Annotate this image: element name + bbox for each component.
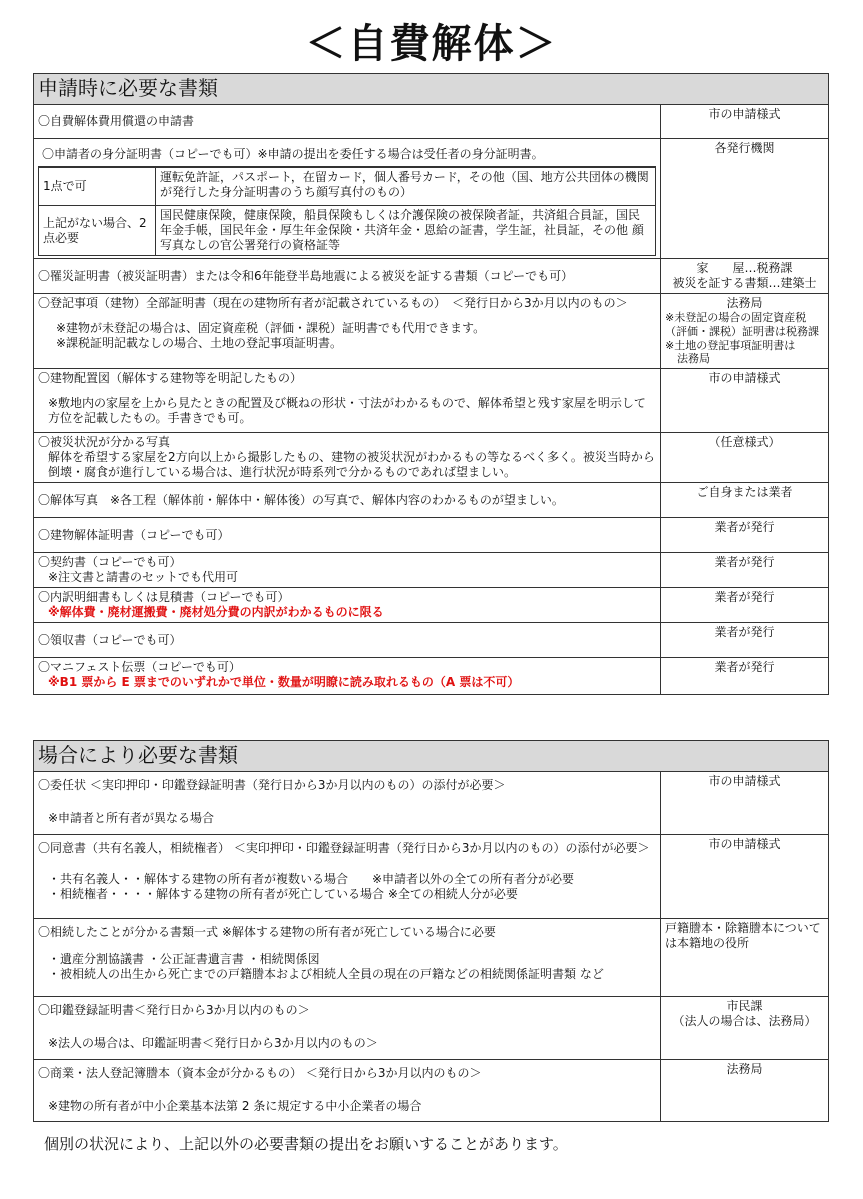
doc-warning: ※解体費・廃材運搬費・廃材処分費の内訳がわかるものに限る (48, 605, 384, 619)
doc-item (34, 997, 661, 1060)
doc-item: 〇自費解体費用償還の申請書 (34, 105, 661, 139)
doc-item-title: 〇印鑑登録証明書＜発行日から3か月以内のもの＞ (38, 1003, 310, 1017)
issuer: 戸籍謄本・除籍謄本については本籍地の役所 (661, 919, 829, 997)
doc-item-title: 〇被災状況が分かる写真 (38, 435, 171, 449)
doc-note: ※法人の場合は、印鑑証明書＜発行日から3か月以内のもの＞ (48, 1036, 378, 1050)
sub-label: 1点で可 (39, 168, 156, 206)
doc-item (34, 1060, 661, 1122)
issuer: 市の申請様式 (661, 369, 829, 433)
issuer-line: 被災を証する書類…建築士 (672, 276, 817, 290)
doc-item-title: 〇登記事項（建物）全部証明書（現在の建物所有者が記載されているもの） ＜発行日から3か月以内のもの＞ (38, 296, 628, 310)
doc-note: ・遺産分割協議書 ・公正証書遺言書 ・相続関係図 (48, 952, 320, 966)
doc-item-title: 〇委任状 ＜実印押印・印鑑登録証明書（発行日から3か月以内のもの）の添付が必要＞ (38, 778, 506, 792)
issuer: 市の申請様式 (661, 105, 829, 139)
doc-item: 〇罹災証明書（被災証明書）または令和6年能登半島地震による被災を証する書類（コピーでも可） (34, 259, 661, 294)
doc-item-title: 〇マニフェスト伝票（コピーでも可） (38, 660, 241, 674)
doc-item-title: 〇内訳明細書もしくは見積書（コピーでも可） (38, 590, 290, 604)
sub-text: 運転免許証，パスポート，在留カード，個人番号カード，その他（国、地方公共団体の機関が発行した身分証明書のうち顔写真付のもの） (156, 168, 656, 206)
issuer-line: （法人の場合は、法務局） (672, 1014, 817, 1028)
doc-item (34, 588, 661, 623)
doc-item: 〇解体写真 ※各工程（解体前・解体中・解体後）の写真で、解体内容のわかるものが望ましい。 (34, 483, 661, 518)
doc-item (34, 658, 661, 695)
doc-item (34, 772, 661, 835)
doc-item (34, 369, 661, 433)
doc-item: 〇領収書（コピーでも可） (34, 623, 661, 658)
section-heading: 場合により必要な書類 (34, 741, 829, 772)
conditional-documents-table (33, 740, 829, 1122)
doc-note: ※申請者と所有者が異なる場合 (48, 811, 215, 825)
doc-note: 解体を希望する家屋を2方向以上から撮影したもの、建物の被災状況がわかるもの等なるべく多く。被災当時から倒壊・腐食が進行している場合は、進行状況が時系列で分かるものであれば望ましい。 (48, 450, 655, 479)
issuer: 業者が発行 (661, 553, 829, 588)
doc-item-title: 〇商業・法人登記簿謄本（資本金が分かるもの） ＜発行日から3か月以内のもの＞ (38, 1066, 482, 1080)
id-subtable (38, 167, 656, 256)
issuer-line: ※未登記の場合の固定資産税（評価・課税）証明書は税務課 (665, 311, 819, 338)
footer-note: 個別の状況により、上記以外の必要書類の提出をお願いすることがあります。 (44, 1135, 568, 1153)
doc-item (34, 433, 661, 483)
doc-note: ・被相続人の出生から死亡までの戸籍謄本および相続人全員の現在の戸籍などの相続関係証明書類 など (48, 967, 604, 981)
issuer (661, 294, 829, 369)
doc-item (34, 835, 661, 919)
issuer: 業者が発行 (661, 623, 829, 658)
doc-note: ・相続権者・・・・解体する建物の所有者が死亡している場合 ※全ての相続人分が必要 (48, 887, 518, 901)
issuer: 市の申請様式 (661, 835, 829, 919)
doc-note: ※敷地内の家屋を上から見たときの配置及び概ねの形状・寸法がわかるもので、解体希望と残す家屋を明示して方位を記載したもの。手書きでも可。 (48, 396, 646, 425)
doc-note: ※建物が未登記の場合は、固定資産税（評価・課税）証明書でも代用できます。 (56, 321, 486, 335)
issuer-line: 市民課 (726, 999, 763, 1013)
issuer: 業者が発行 (661, 658, 829, 695)
issuer: 市の申請様式 (661, 772, 829, 835)
section-heading: 申請時に必要な書類 (34, 74, 829, 105)
issuer (661, 997, 829, 1060)
issuer: 法務局 (661, 1060, 829, 1122)
page-title: ＜自費解体＞ (305, 21, 558, 67)
doc-item-title: 〇建物配置図（解体する建物等を明記したもの） (38, 371, 303, 385)
issuer-line: 家 屋…税務課 (696, 261, 793, 275)
doc-note: ※注文書と請書のセットでも代用可 (48, 570, 239, 584)
doc-item: 〇建物解体証明書（コピーでも可） (34, 518, 661, 553)
issuer: 各発行機関 (661, 139, 829, 259)
doc-note: ・共有名義人・・解体する建物の所有者が複数いる場合 ※申請者以外の全ての所有者分が必要 (48, 872, 575, 886)
doc-item (34, 553, 661, 588)
doc-item-title: 〇相続したことが分かる書類一式 ※解体する建物の所有者が死亡している場合に必要 (38, 925, 496, 939)
doc-item-title: 〇契約書（コピーでも可） (38, 555, 182, 569)
doc-item (34, 919, 661, 997)
sub-text: 国民健康保険，健康保険，船員保険もしくは介護保険の被保険者証，共済組合員証，国民年金手帳，国民年金・厚生年金保険・共済年金・恩給の証書，学生証，社員証，その他 顔写真なしの官公署発行の資格証等 (156, 206, 656, 256)
doc-note: ※建物の所有者が中小企業基本法第 2 条に規定する中小企業者の場合 (48, 1099, 422, 1113)
doc-item-title: 〇申請者の身分証明書（コピーでも可）※申請の提出を委任する場合は受任者の身分証明書。 (38, 141, 656, 167)
issuer: （任意様式） (661, 433, 829, 483)
issuer-line: ※土地の登記事項証明書は (665, 338, 796, 352)
issuer: 業者が発行 (661, 518, 829, 553)
sub-label: 上記がない場合、2点必要 (39, 206, 156, 256)
doc-note: ※課税証明記載なしの場合、土地の登記事項証明書。 (56, 336, 343, 350)
doc-item-title: 〇同意書（共有名義人，相続権者） ＜実印押印・印鑑登録証明書（発行日から3か月以内のもの）の添付が必要＞ (38, 841, 650, 855)
required-documents-table (33, 73, 829, 695)
doc-item (34, 139, 661, 259)
doc-item (34, 294, 661, 369)
doc-warning: ※B1 票から E 票までのいずれかで単位・数量が明瞭に読み取れるもの（A 票は不可） (48, 675, 520, 689)
issuer: ご自身または業者 (661, 483, 829, 518)
issuer: 業者が発行 (661, 588, 829, 623)
issuer-line: 法務局 (726, 296, 763, 310)
issuer (661, 259, 829, 294)
issuer-line: 法務局 (677, 352, 710, 366)
